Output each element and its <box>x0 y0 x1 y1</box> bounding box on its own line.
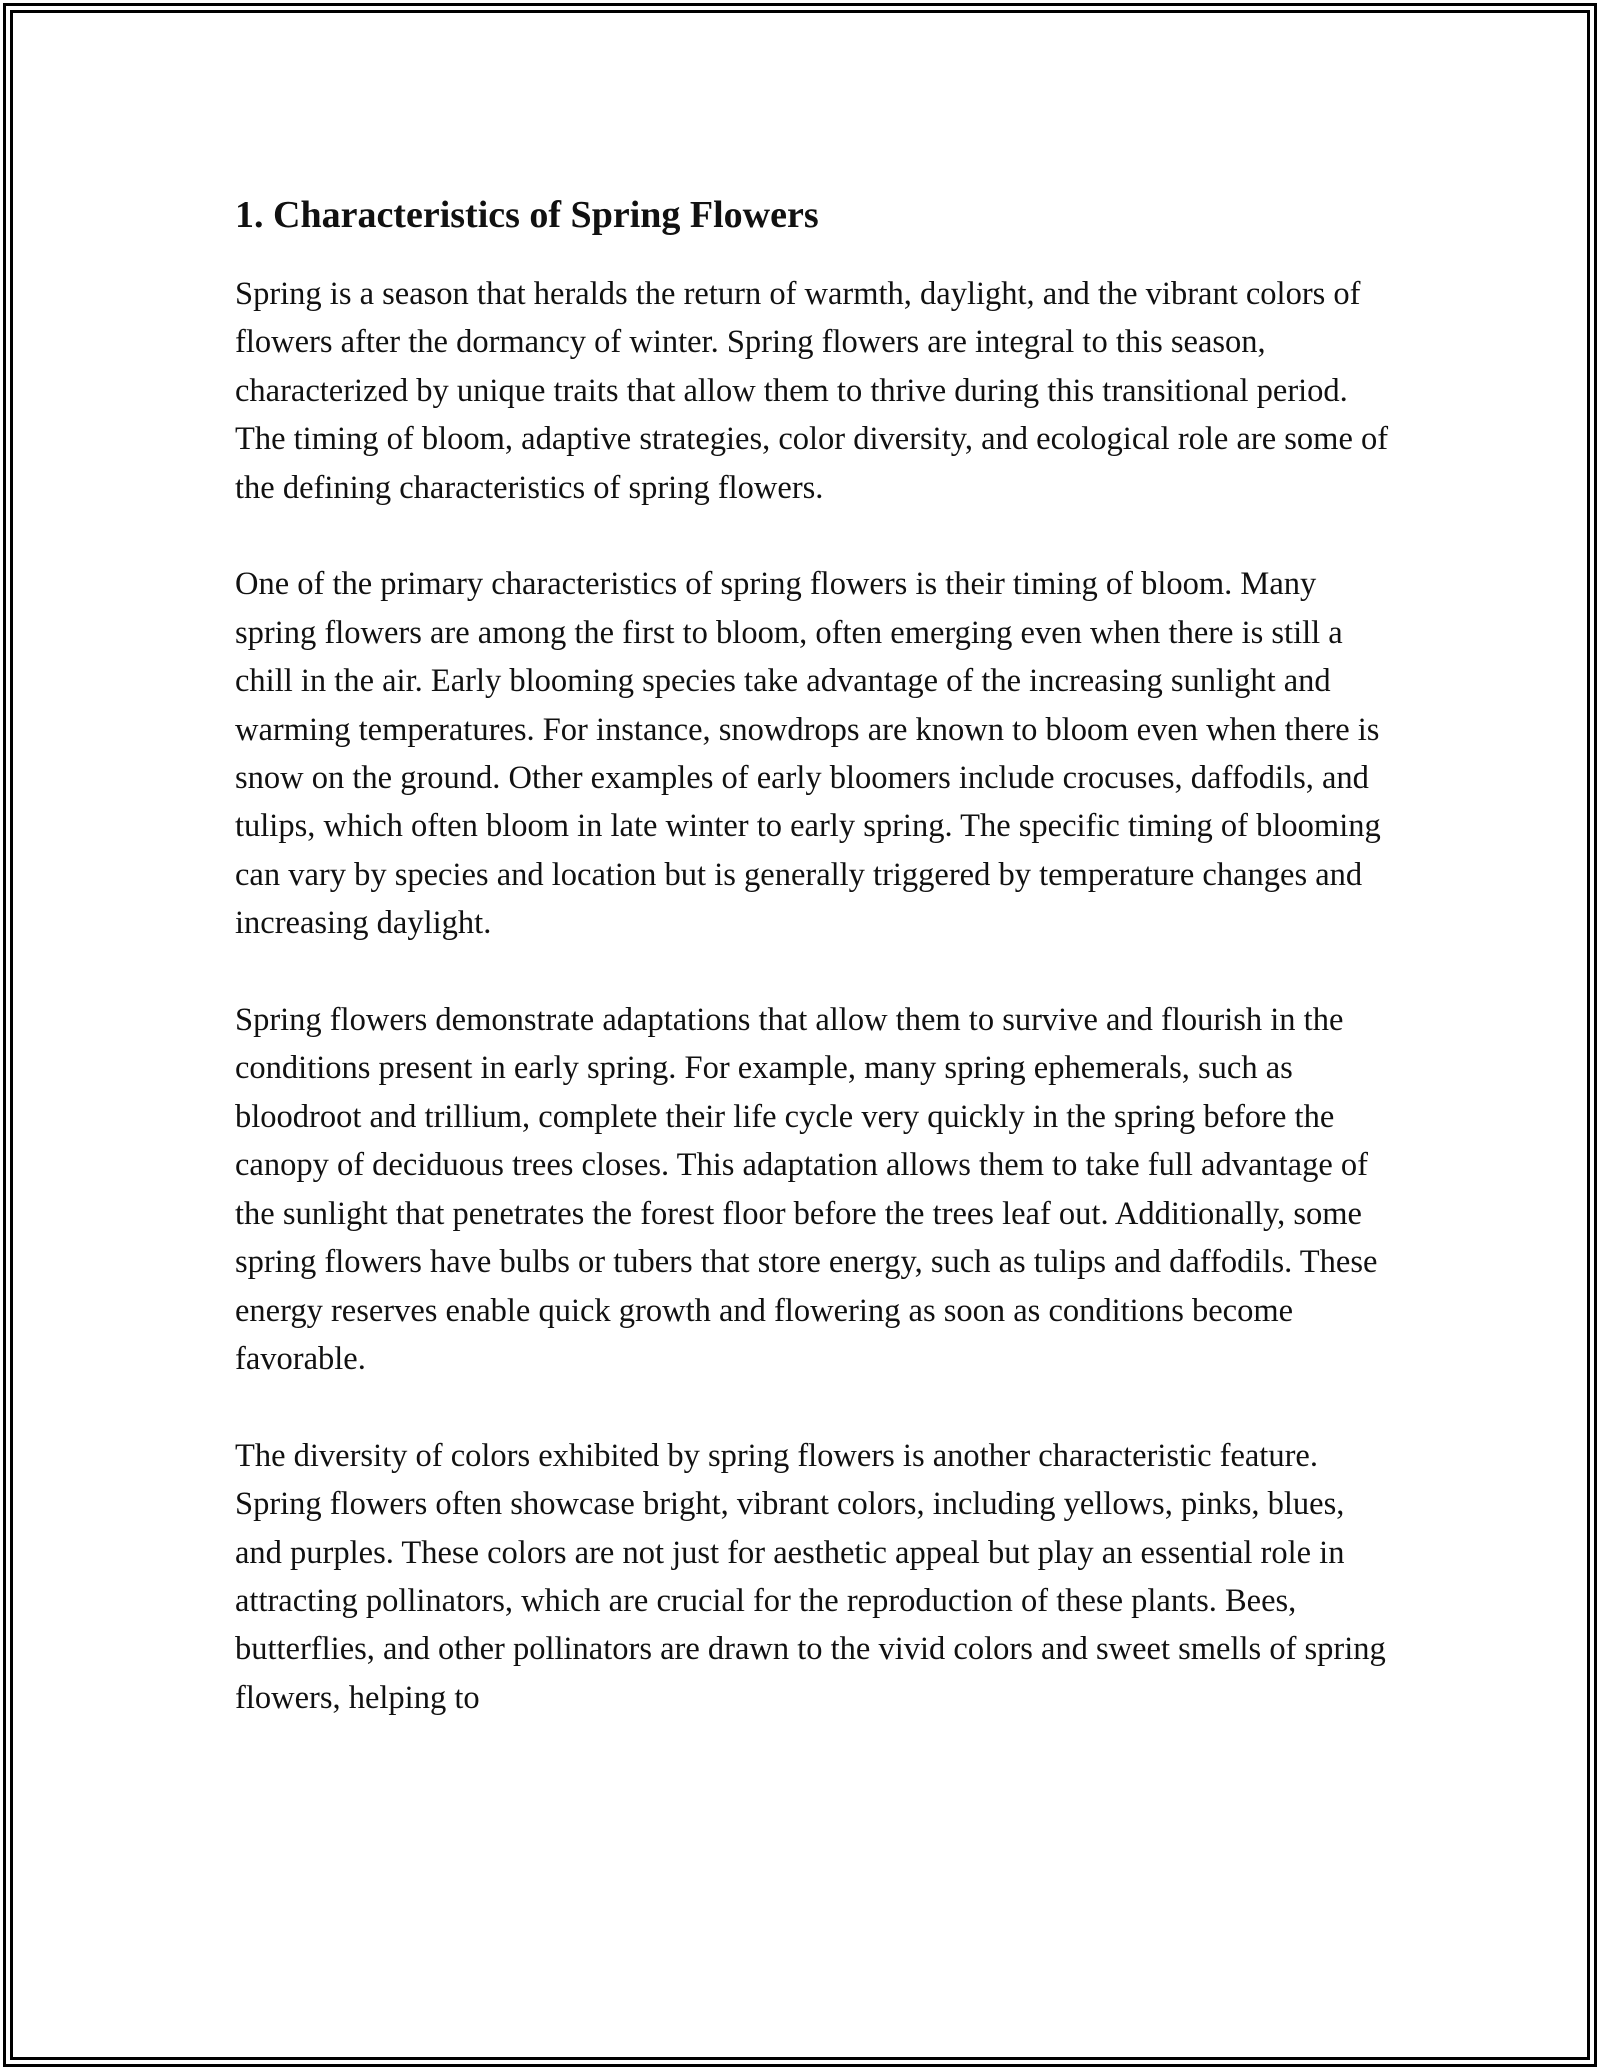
document-body <box>235 186 1395 1771</box>
paragraph-bloom-timing: One of the primary characteristics of spring flowers is their timing of bloom. Many spring flowers are among the first to bloom, often emerging even when there is still a chill in the air. Early blooming species take advantage of the increasing sunlight and warming temperatures. For instance, snowdrops are known to bloom even when there is snow on the ground. Other examples of early bloomers include crocuses, daffodils, and tulips, which often bloom in late winter to early spring. The specific timing of blooming can vary by species and location but is generally triggered by temperature changes and increasing daylight. <box>235 566 1381 942</box>
paragraph-adaptations: Spring flowers demonstrate adaptations that allow them to survive and flourish in the conditions present in early spring. For example, many spring ephemerals, such as bloodroot and trillium, complete their life cycle very quickly in the spring before the canopy of deciduous trees closes. This adaptation allows them to take full advantage of the sunlight that penetrates the forest floor before the trees leaf out. Additionally, some spring flowers have bulbs or tubers that store energy, such as tulips and daffodils. These energy reserves enable quick growth and flowering as soon as conditions become favorable. <box>235 1002 1378 1377</box>
paragraph-colors: The diversity of colors exhibited by spring flowers is another characteristic feature. Spring flowers often showcase bright, vibrant colors, including yellows, pinks, blues, and purples. These colors are not just for aesthetic appeal but play an essential role in attracting pollinators, which are crucial for the reproduction of these plants. Bees, butterflies, and other pollinators are drawn to the vivid colors and sweet smells of spring flowers, helping to <box>235 1437 1386 1716</box>
section-heading: 1. Characteristics of Spring Flowers <box>235 194 819 236</box>
paragraph-intro: Spring is a season that heralds the return of warmth, daylight, and the vibrant colors of flowers after the dormancy of winter. Spring flowers are integral to this season, characterized by unique traits that allow them to thrive during this transitional period. The timing of bloom, adaptive strategies, color diversity, and ecological role are some of the defining characteristics of spring flowers. <box>235 276 1389 506</box>
